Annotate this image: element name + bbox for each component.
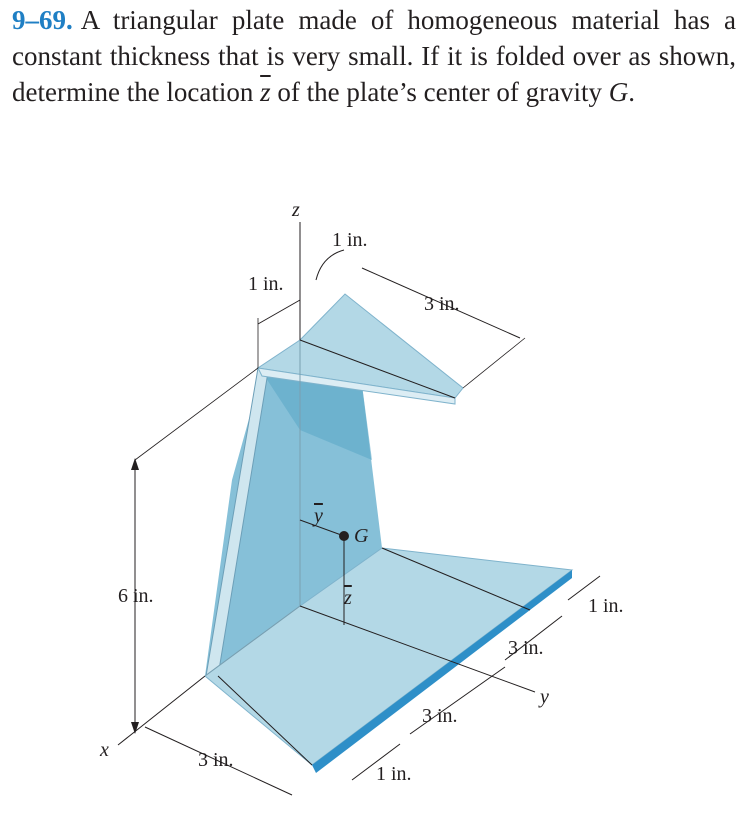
label-6in: 6 in. bbox=[118, 585, 154, 607]
ybar-label: y bbox=[314, 505, 323, 527]
dim-1in-left-line bbox=[258, 300, 300, 324]
zbar-symbol: $\overline{z}$ bbox=[260, 77, 271, 107]
problem-text-start: A triangular plate made of homogeneous material has a constant thickness that is very small. If it is folded over as shown, determine the location bbox=[12, 5, 736, 107]
g-point-label: G bbox=[354, 525, 369, 547]
label-3in-top: 3 in. bbox=[424, 293, 460, 315]
x-axis-label: x bbox=[100, 739, 109, 761]
g-symbol: G bbox=[608, 77, 629, 107]
dim-3in-top-ext bbox=[463, 338, 525, 388]
problem-period: . bbox=[628, 77, 636, 107]
problem-text-end: of the plate’s center of gravity bbox=[277, 77, 603, 107]
dim-6in-arrow-top bbox=[131, 458, 139, 470]
label-1in-top: 1 in. bbox=[332, 229, 368, 251]
dim-6in-arrow-bottom bbox=[131, 722, 139, 734]
label-3in-mid: 3 in. bbox=[422, 705, 458, 727]
gravity-center-point bbox=[339, 531, 349, 541]
label-1in-left: 1 in. bbox=[248, 273, 284, 295]
label-1in-bottom: 1 in. bbox=[376, 763, 412, 785]
dim-1in-top-leader bbox=[316, 250, 344, 280]
y-axis-label: y bbox=[540, 686, 549, 708]
label-3in-bottom-left: 3 in. bbox=[198, 749, 234, 771]
label-3in-right: 3 in. bbox=[508, 637, 544, 659]
zbar-label: z bbox=[344, 587, 352, 609]
problem-number: 9–69. bbox=[12, 5, 73, 35]
z-axis-label: z bbox=[292, 199, 300, 221]
label-1in-right: 1 in. bbox=[588, 595, 624, 617]
dim-6in-ext-top bbox=[135, 368, 258, 460]
